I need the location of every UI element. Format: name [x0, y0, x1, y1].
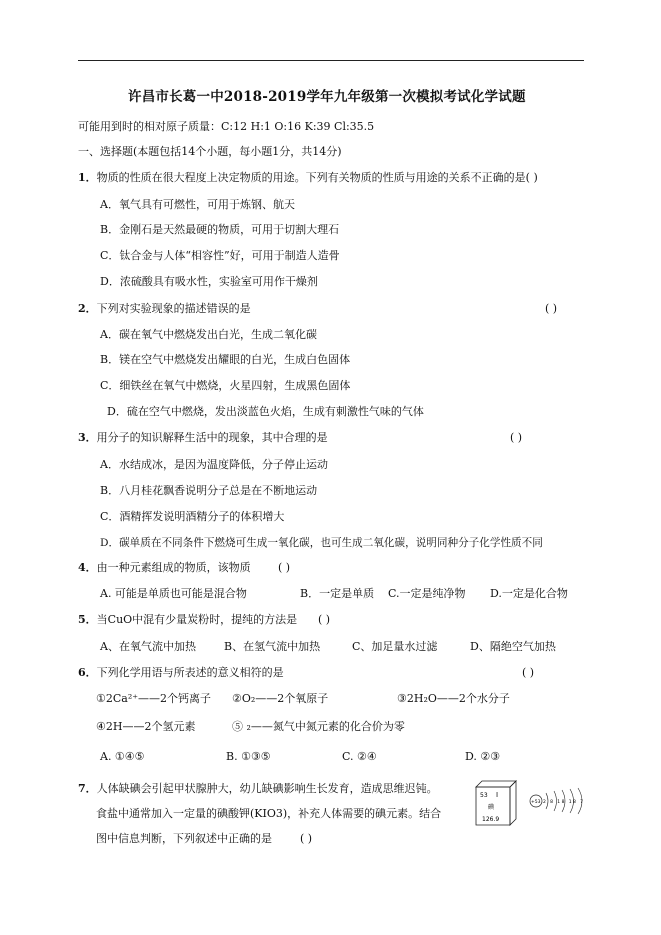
- option: C. ②④: [342, 750, 377, 763]
- option: D．碳单质在不同条件下燃烧可生成一氧化碳，也可生成二氧化碳，说明同种分子化学性质不同: [100, 537, 543, 549]
- question-4: [78, 561, 251, 575]
- option: B．一定是单质: [300, 587, 375, 600]
- question-5: [78, 613, 297, 627]
- question-number: 4．: [78, 561, 97, 574]
- option: D．硫在空气中燃烧，发出淡蓝色火焰，生成有刺激性气味的气体: [107, 405, 424, 418]
- option: B、在氢气流中加热: [224, 640, 321, 653]
- question-7: [78, 782, 438, 796]
- iodine-diagram: [470, 777, 588, 829]
- cell-symbol: I: [496, 791, 499, 799]
- statement-item: ④2H——2个氢元素: [96, 720, 196, 733]
- question-text: 用分子的知识解释生活中的现象，其中合理的是: [96, 431, 328, 444]
- atomic-mass-line: 可能用到时的相对原子质量：C:12 H:1 O:16 K:39 Cl:35.5: [78, 120, 375, 133]
- answer-bracket: ( ): [545, 302, 558, 315]
- section-heading: 一、选择题(本题包括14个小题，每小题1分，共14分): [78, 145, 342, 158]
- option: C.一定是纯净物: [388, 587, 466, 600]
- question-3: [78, 431, 328, 445]
- option: A．碳在氧气中燃烧发出白光，生成二氧化碳: [100, 328, 317, 341]
- answer-bracket: ( ): [318, 613, 331, 626]
- statement-item: ③2H₂O——2个水分子: [397, 692, 510, 705]
- top-rule: [78, 60, 584, 61]
- option: C、加足量水过滤: [352, 640, 438, 653]
- question-number: 7．: [78, 782, 97, 795]
- option: A．氧气具有可燃性，可用于炼钢、航天: [100, 198, 295, 211]
- cell-mass: 126.9: [482, 816, 500, 823]
- option: A、在氧气流中加热: [100, 640, 196, 653]
- iodine-figure: [470, 777, 588, 829]
- question-text: 图中信息判断，下列叙述中正确的是: [96, 832, 272, 845]
- option: A. ①④⑤: [100, 750, 145, 763]
- question-text: 下列对实验现象的描述错误的是: [96, 302, 251, 315]
- question-text: 人体缺碘会引起甲状腺肿大，幼儿缺碘影响生长发育，造成思维迟钝。: [96, 782, 438, 795]
- option: B．金刚石是天然最硬的物质，可用于切割大理石: [100, 223, 340, 236]
- option: C．钛合金与人体“相容性”好，可用于制造人造骨: [100, 249, 340, 262]
- option: A. 可能是单质也可能是混合物: [100, 587, 247, 600]
- question-text: 当CuO中混有少量炭粉时，提纯的方法是: [96, 613, 298, 626]
- question-text: 食盐中通常加入一定量的碘酸钾(KIO3)，补充人体需要的碘元素。结合: [96, 807, 442, 820]
- option: C．细铁丝在氧气中燃烧，火星四射，生成黑色固体: [100, 379, 351, 392]
- question-number: 6．: [78, 666, 97, 679]
- statement-item: ⑤ ₂——氮气中氮元素的化合价为零: [232, 720, 405, 733]
- question-number: 1．: [78, 171, 97, 184]
- option: D．浓硫酸具有吸水性，实验室可用作干燥剂: [100, 275, 318, 288]
- question-2: [78, 302, 251, 316]
- option: B. ①③⑤: [226, 750, 271, 763]
- question-number: 5．: [78, 613, 97, 626]
- option: B．镁在空气中燃烧发出耀眼的白光，生成白色固体: [100, 353, 351, 366]
- answer-bracket: ( ): [510, 431, 523, 444]
- nucleus-label: +53: [531, 800, 541, 805]
- statement-item: ①2Ca²⁺——2个钙离子: [96, 692, 212, 705]
- option: D、隔绝空气加热: [470, 640, 556, 653]
- option: A．水结成冰，是因为温度降低，分子停止运动: [100, 458, 328, 471]
- cell-name: 碘: [488, 804, 495, 811]
- answer-bracket: ( ): [522, 666, 535, 679]
- statement-item: ②O₂——2个氧原子: [232, 692, 329, 705]
- option: D. ②③: [465, 750, 501, 763]
- answer-bracket: ( ): [300, 832, 313, 845]
- question-1: [78, 171, 538, 185]
- shell-electrons: 2 8 18 18 7: [543, 800, 583, 805]
- question-text: 物质的性质在很大程度上决定物质的用途。下列有关物质的性质与用途的关系不正确的是( ): [96, 171, 538, 184]
- exam-title: 许昌市长葛一中2018-2019学年九年级第一次模拟考试化学试题: [128, 89, 526, 105]
- cell-number: 53: [480, 792, 488, 799]
- option: B．八月桂花飘香说明分子总是在不断地运动: [100, 484, 318, 497]
- option: D.一定是化合物: [490, 587, 568, 600]
- question-number: 3．: [78, 431, 97, 444]
- question-text: 由一种元素组成的物质，该物质: [96, 561, 251, 574]
- option: C．酒精挥发说明酒精分子的体积增大: [100, 510, 285, 523]
- answer-bracket: ( ): [278, 561, 291, 574]
- question-text: 下列化学用语与所表述的意义相符的是: [96, 666, 284, 679]
- question-number: 2．: [78, 302, 97, 315]
- question-6: [78, 666, 284, 680]
